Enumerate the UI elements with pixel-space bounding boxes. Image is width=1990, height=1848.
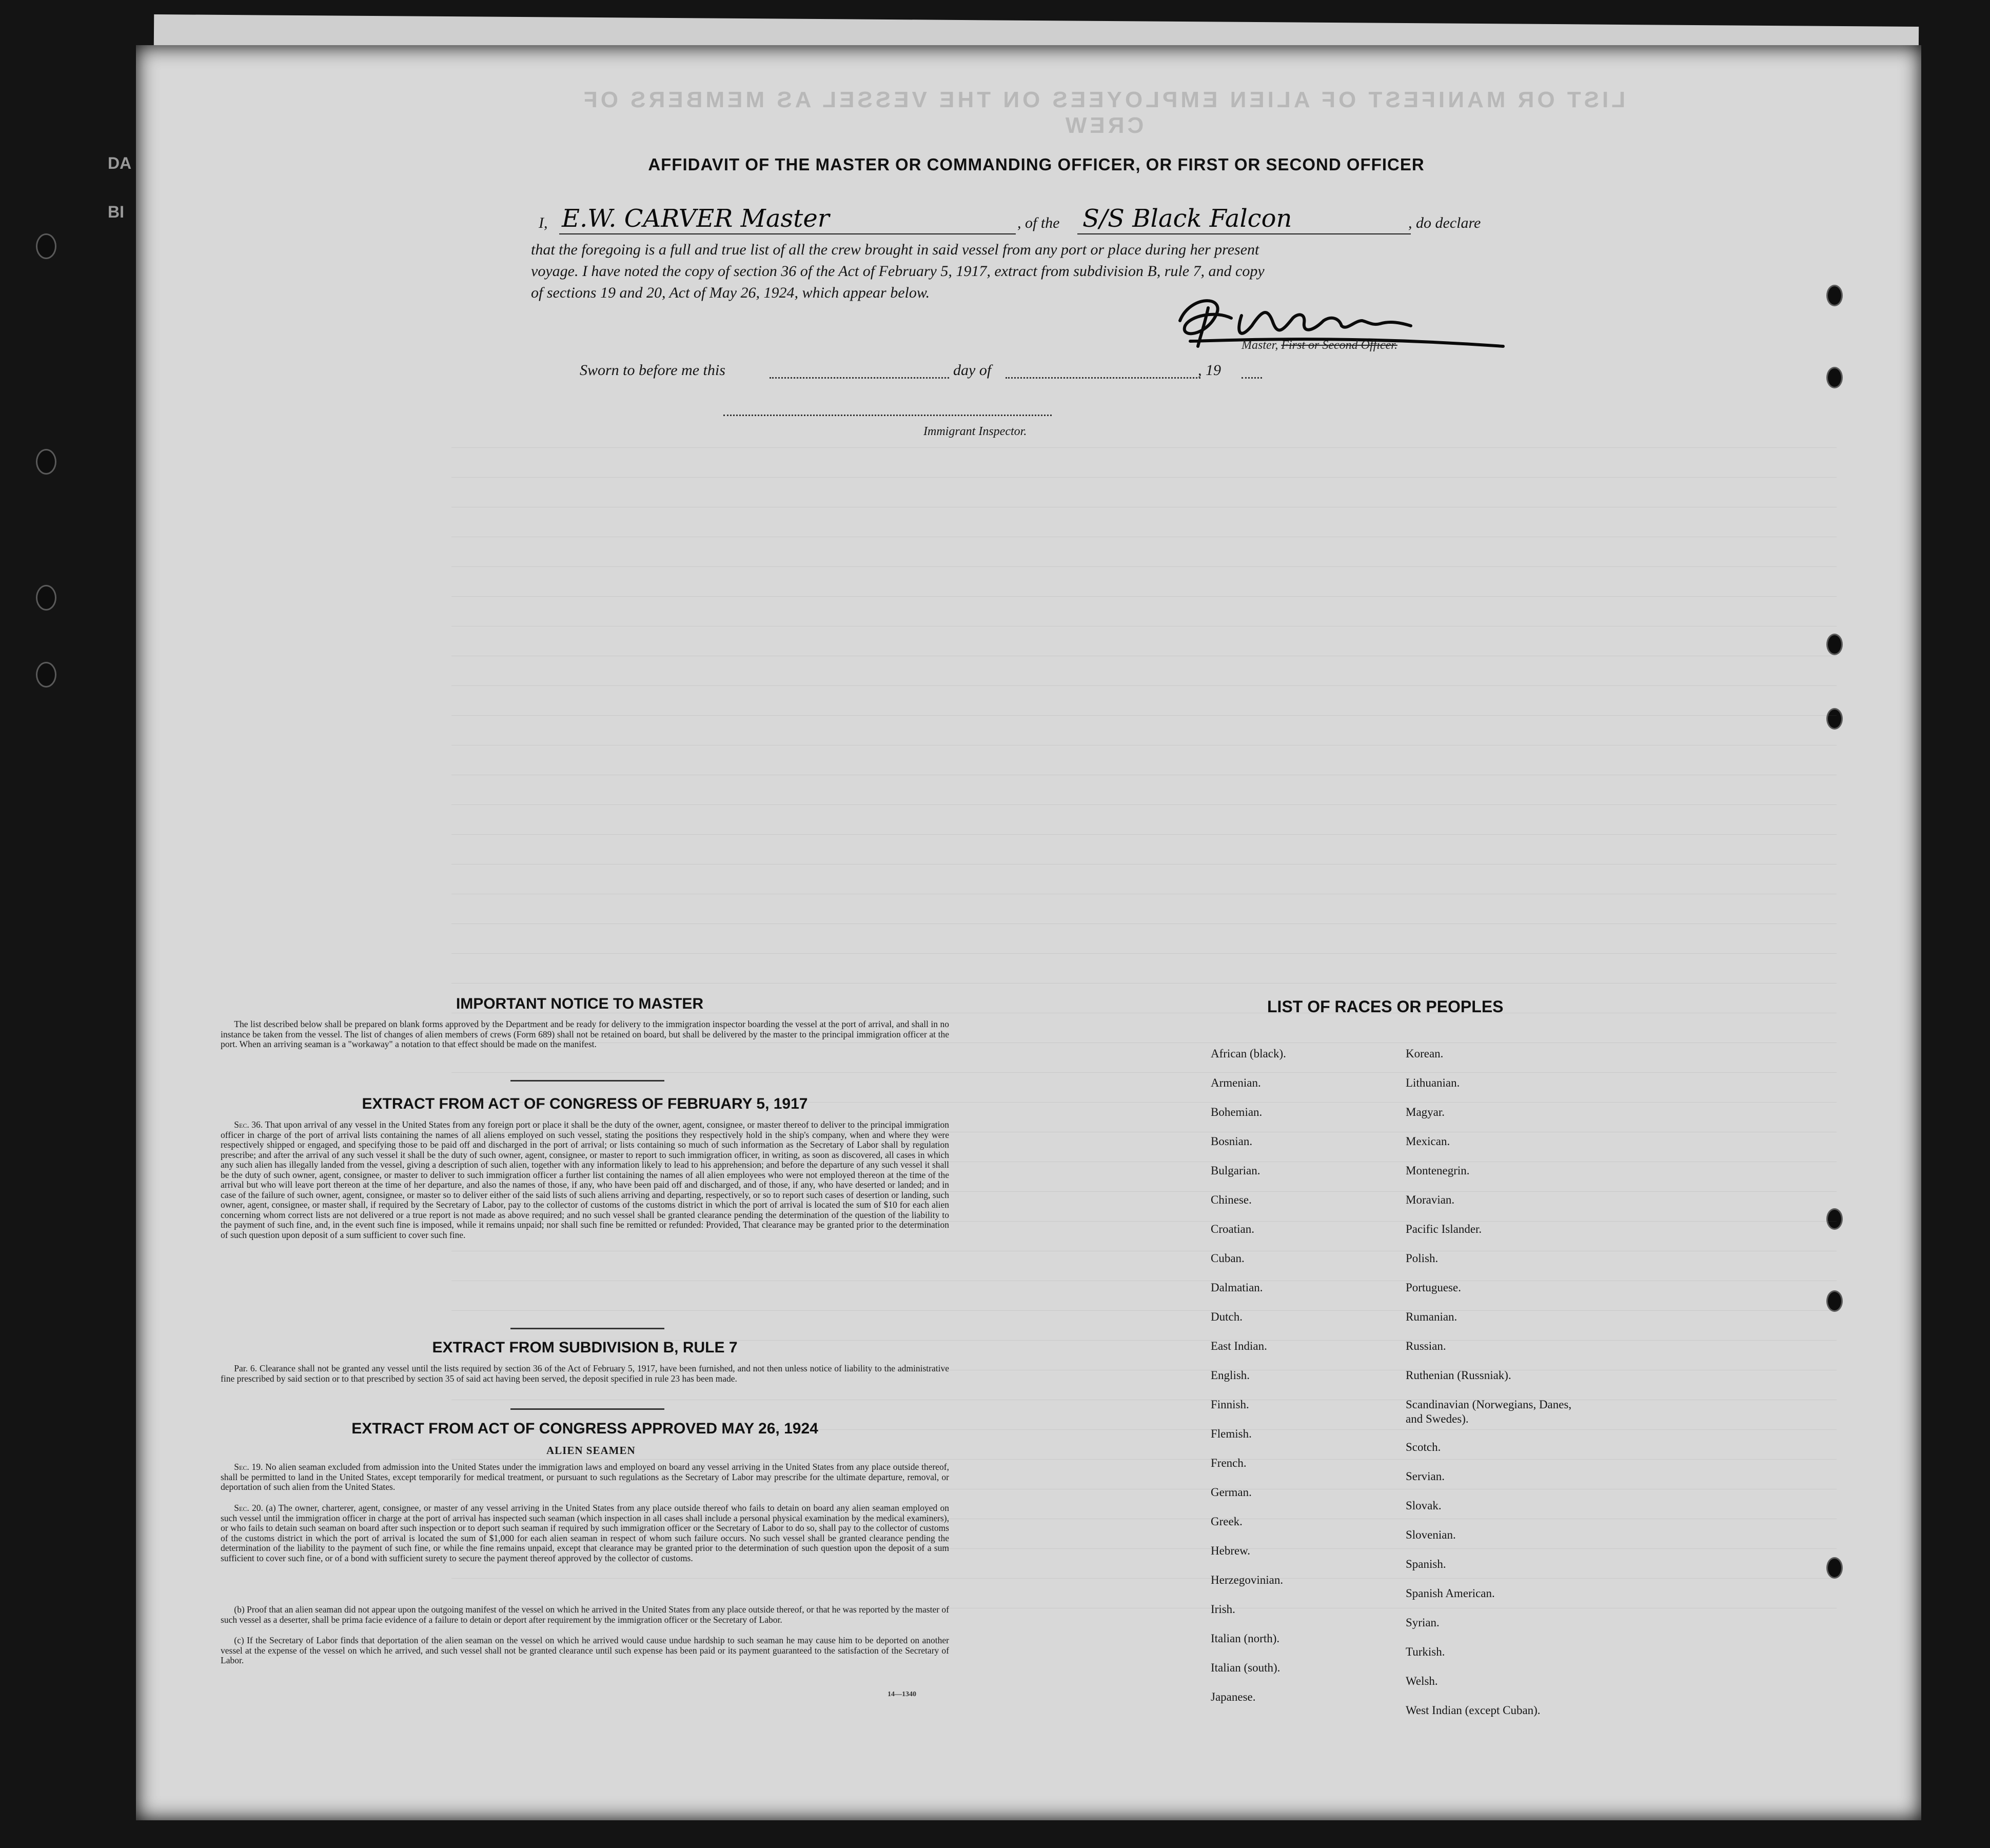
sworn-month-line (1006, 377, 1200, 379)
alien-seamen-subtitle: ALIEN SEAMEN (546, 1444, 636, 1457)
notice-title: IMPORTANT NOTICE TO MASTER (456, 995, 704, 1012)
show-through-row (451, 734, 1837, 745)
sec-20c-text: (c) If the Secretary of Labor finds that deportation of the alien seaman on the vessel on which he arrived would cause undue hardship to such seaman he may cause him to be deported on another vessel at the expense of the vessel on which he arrived, and such vessel shall not be granted clearance until such expense has been paid or its payment guaranteed to the satisfaction of the Secretary of Labor. (221, 1635, 949, 1665)
show-through-title: LIST OR MANIFEST OF ALIEN EMPLOYEES ON THE VESSEL AS MEMBERS OF CREW (580, 87, 1626, 138)
race-item: Chinese. (1211, 1193, 1252, 1206)
show-through-row (451, 1448, 1837, 1460)
race-item: Slovenian. (1406, 1528, 1456, 1541)
race-item: Lithuanian. (1406, 1076, 1460, 1089)
show-through-row (451, 1240, 1837, 1251)
show-through-row (451, 704, 1837, 716)
show-through-row (451, 823, 1837, 835)
punch-hole (36, 233, 56, 259)
race-item: Spanish. (1406, 1557, 1446, 1570)
show-through-row (451, 1388, 1837, 1400)
race-item: Slovak. (1406, 1499, 1442, 1512)
punch-hole (1826, 285, 1843, 306)
sec-19-text (221, 1462, 949, 1492)
punch-hole (36, 449, 56, 475)
show-through-row (451, 972, 1837, 984)
race-item: Dalmatian. (1211, 1281, 1263, 1294)
punch-hole (1826, 367, 1843, 388)
race-item: Scandinavian (Norwegians, Danes, and Swedes). (1406, 1398, 1572, 1425)
races-title: LIST OF RACES OR PEOPLES (1267, 997, 1504, 1016)
divider (510, 1328, 664, 1329)
sec-19-label: Sec. 19. (234, 1462, 263, 1472)
race-item: Irish. (1211, 1603, 1235, 1616)
sec-20b-text: (b) Proof that an alien seaman did not appear upon the outgoing manifest of the vessel on which he arrived in the United States from any place outside thereof, or that he was reported by the master of such vessel as a deserter, shall be prima facie evidence of a failure to detain or deport after requirement by the immigration officer or the Secretary of Labor. (221, 1604, 949, 1625)
race-item: Flemish. (1211, 1427, 1252, 1440)
show-through-row (451, 496, 1837, 507)
race-item: Korean. (1406, 1047, 1444, 1060)
show-through-row (451, 525, 1837, 537)
divider (510, 1080, 664, 1082)
sworn-day-line (770, 377, 949, 379)
rule-7-title: EXTRACT FROM SUBDIVISION B, RULE 7 (432, 1339, 738, 1356)
race-item: German. (1211, 1486, 1252, 1499)
race-item: Bosnian. (1211, 1135, 1253, 1148)
race-item: Scotch. (1406, 1440, 1441, 1453)
race-item: Moravian. (1406, 1193, 1455, 1206)
punch-hole (36, 585, 56, 611)
race-item: African (black). (1211, 1047, 1286, 1060)
show-through-row (451, 674, 1837, 686)
race-item: Greek. (1211, 1515, 1243, 1528)
margin-mark-da: DA (108, 154, 132, 172)
race-item: Cuban. (1211, 1252, 1245, 1265)
sec-20-label: Sec. 20. (234, 1503, 263, 1513)
race-item: Japanese. (1211, 1690, 1256, 1703)
race-item: Herzegovinian. (1211, 1574, 1284, 1586)
race-item: Spanish American. (1406, 1586, 1495, 1600)
race-item: East Indian. (1211, 1340, 1267, 1352)
affidavit-title: AFFIDAVIT OF THE MASTER OR COMMANDING OFFICER, OR FIRST OR SECOND OFFICER (648, 155, 1425, 174)
show-through-row (451, 436, 1837, 448)
vessel-name-handwritten: S/S Black Falcon (1082, 204, 1292, 233)
name-line (559, 233, 1016, 234)
show-through-row (451, 466, 1837, 478)
sworn-year-line (1242, 377, 1262, 379)
affidavit-line-4: of sections 19 and 20, Act of May 26, 1924, which appear below. (531, 284, 930, 301)
race-item: Portuguese. (1406, 1281, 1461, 1294)
affidavit-line-2: that the foregoing is a full and true list of all the crew brought in said vessel from any port or place during her present (531, 241, 1259, 258)
race-item: Italian (south). (1211, 1661, 1280, 1674)
notice-text: The list described below shall be prepared on blank forms approved by the Department and be ready for delivery to the immigration inspector boarding the vessel at the port of arrival, and shall in no instance be taken from the vessel. The list of changes of alien members of crews (Form 689) shall not be retained on board, but shall be delivered by the master to the principal immigration officer at the port. When an arriving seaman is a "workaway" a notation to that effect should be made on the manifest. (221, 1019, 949, 1049)
vessel-line (1077, 233, 1411, 234)
rule-7-text: Par. 6. Clearance shall not be granted any vessel until the lists required by section 36 of the Act of February 5, 1917, have been furnished, and not then unless notice of liability to the administrative fine prescribed by said section or to that prescribed by section 35 of said act having been served, the deposit specified in rule 23 has been made. (221, 1363, 949, 1384)
affidavit-line-3: voyage. I have noted the copy of section 36 of the Act of February 5, 1917, extract from subdivision B, rule 7, and copy (531, 263, 1265, 280)
race-item: Bohemian. (1211, 1106, 1263, 1118)
show-through-row (451, 1567, 1837, 1579)
margin-mark-bi: BI (108, 203, 124, 221)
race-item: English. (1211, 1369, 1250, 1382)
sec-20a-text (221, 1503, 949, 1563)
show-through-row (451, 615, 1837, 626)
show-through-row (451, 585, 1837, 597)
sig-caption-struck: First or Second Officer. (1281, 339, 1397, 352)
sworn-text: Sworn to before me this (580, 362, 725, 379)
race-item: West Indian (except Cuban). (1406, 1703, 1541, 1717)
race-item: Syrian. (1406, 1616, 1440, 1629)
show-through-row (451, 912, 1837, 924)
race-item: Magyar. (1406, 1106, 1445, 1118)
race-item: Dutch. (1211, 1310, 1243, 1323)
inspector-caption: Immigrant Inspector. (923, 425, 1027, 438)
race-item: Armenian. (1211, 1076, 1261, 1089)
race-item: Croatian. (1211, 1223, 1254, 1235)
show-through-row (451, 555, 1837, 567)
sec-19-body: No alien seaman excluded from admission into the United States under the immigration laws and employed on board any vessel arriving in the United States from any place outside thereof, shall be permitted to land in the United States, except temporarily for medical treatment, or pursuant to such regulations as the Secretary of Labor may prescribe for the ultimate departure, removal, or deportation of such alien from the United States. (221, 1462, 949, 1492)
race-item: Montenegrin. (1406, 1164, 1470, 1177)
inspector-line (723, 415, 1052, 416)
show-through-row (451, 644, 1837, 656)
show-through-row (451, 1061, 1837, 1073)
act-1917-body: That upon arrival of any vessel in the United States from any foreign port or place it shall be the duty of the owner, agent, consignee, or master thereof to deliver to the principal immigration officer in charge of the port of arrival lists containing the names of all aliens employed on such vessel, stating the positions they respectively hold in the ship's company, when and where they were respectively shipped or engaged, and specifying those to be paid off and discharged in the port of arrival; or lists containing so much of such information as the Secretary of Labor shall by regulation prescribe; and after the arrival of any such vessel it shall be the duty of such owner, agent, consignee, or master to report to such immigration officer, in writing, as soon as discovered, all cases in which any such alien has illegally landed from the vessel, giving a description of such alien, together with any information likely to lead to his apprehension; and before the departure of any such vessel it shall be the duty of such owner, agent, consignee, or master to deliver to such immigration officer a further list containing the names of all alien employees who were not employed thereon at the time of the arrival but who will leave port thereon at the time of her departure, and also the names of those, if any, who have been paid off and discharged, and of those, if any, who have deserted or landed; and in case of the failure of such owner, agent, consignee, or master so to deliver either of the said lists of such aliens arriving and departing, respectively, or so to report such cases of desertion or landing, such owner, agent, consignee, or master shall, if required by the Secretary of Labor, pay to the collector of customs of the customs district in which the port of arrival is located the sum of $10 for each alien concerning whom correct lists are not delivered or a true report is not made as above required; and no such vessel shall be granted clearance pending the determination of the question of the liability to the payment of such fine, and, in the event such fine is imposed, while it remains unpaid; nor shall such fine be remitted or refunded: Provided, That clearance may be granted prior to the determination of such question upon deposit of a sum sufficient to cover such fine. (221, 1119, 949, 1240)
race-item: Italian (north). (1211, 1632, 1280, 1645)
sworn-year-text: , 19 (1198, 362, 1221, 379)
race-item: Ruthenian (Russniak). (1406, 1369, 1511, 1382)
act-1917-sec-label: Sec. 36. (234, 1119, 263, 1130)
race-item: Finnish. (1211, 1398, 1249, 1411)
race-item: Russian. (1406, 1340, 1446, 1352)
divider (510, 1408, 664, 1410)
punch-hole (36, 662, 56, 687)
master-name-handwritten: E.W. CARVER Master (562, 204, 830, 233)
form-number: 14—1340 (888, 1690, 916, 1698)
day-of-text: day of (953, 362, 992, 379)
act-1917-text (221, 1120, 949, 1240)
race-item: Mexican. (1406, 1135, 1450, 1148)
show-through-row (451, 882, 1837, 894)
race-item: Bulgarian. (1211, 1164, 1260, 1177)
race-item: French. (1211, 1457, 1247, 1469)
race-item: Rumanian. (1406, 1310, 1457, 1323)
sec-20a-body: (a) The owner, charterer, agent, consignee, or master of any vessel arriving in the United States from any place outside thereof who fails to detain on board any alien seaman employed on such vessel until the immigration officer in charge at the port of arrival has inspected such seaman (which inspection in all cases shall include a personal physical examination by the medical examiners), or who fails to detain such seaman on board after such inspection or to deport such seaman if required by such immigration officer or the Secretary of Labor to do so, shall pay to the collector of customs of the customs district in which the port of arrival is located the sum of $1,000 for each alien seaman in respect of whom such failure occurs. No such vessel shall be granted clearance pending the determination of the liability to the payment of such fine, or while the fine remains unpaid, except that clearance may be granted prior to the determination of such question upon the deposit of a sum sufficient to cover such fine, or of a bond with sufficient surety to secure the payment thereof approved by the collector of customs. (221, 1503, 949, 1563)
show-through-row (451, 763, 1837, 775)
signature-caption (1242, 339, 1397, 352)
race-item: Welsh. (1406, 1674, 1438, 1687)
show-through-row (451, 1269, 1837, 1281)
show-through-row (451, 853, 1837, 864)
act-1917-title: EXTRACT FROM ACT OF CONGRESS OF FEBRUARY 5, 1917 (362, 1095, 808, 1112)
race-item: Pacific Islander. (1406, 1223, 1482, 1235)
race-item: Polish. (1406, 1252, 1439, 1265)
affidavit-prefix: I, (539, 214, 548, 231)
act-1924-title: EXTRACT FROM ACT OF CONGRESS APPROVED MAY 26, 1924 (351, 1420, 818, 1437)
show-through-row (451, 793, 1837, 805)
race-item: Hebrew. (1211, 1544, 1251, 1557)
show-through-row (451, 1299, 1837, 1311)
do-declare-text: , do declare (1408, 214, 1481, 231)
sig-caption-master: Master, (1242, 339, 1278, 352)
show-through-row (451, 942, 1837, 954)
race-item: Servian. (1406, 1469, 1445, 1483)
race-item: Turkish. (1406, 1645, 1445, 1658)
of-the-text: , of the (1017, 214, 1060, 231)
